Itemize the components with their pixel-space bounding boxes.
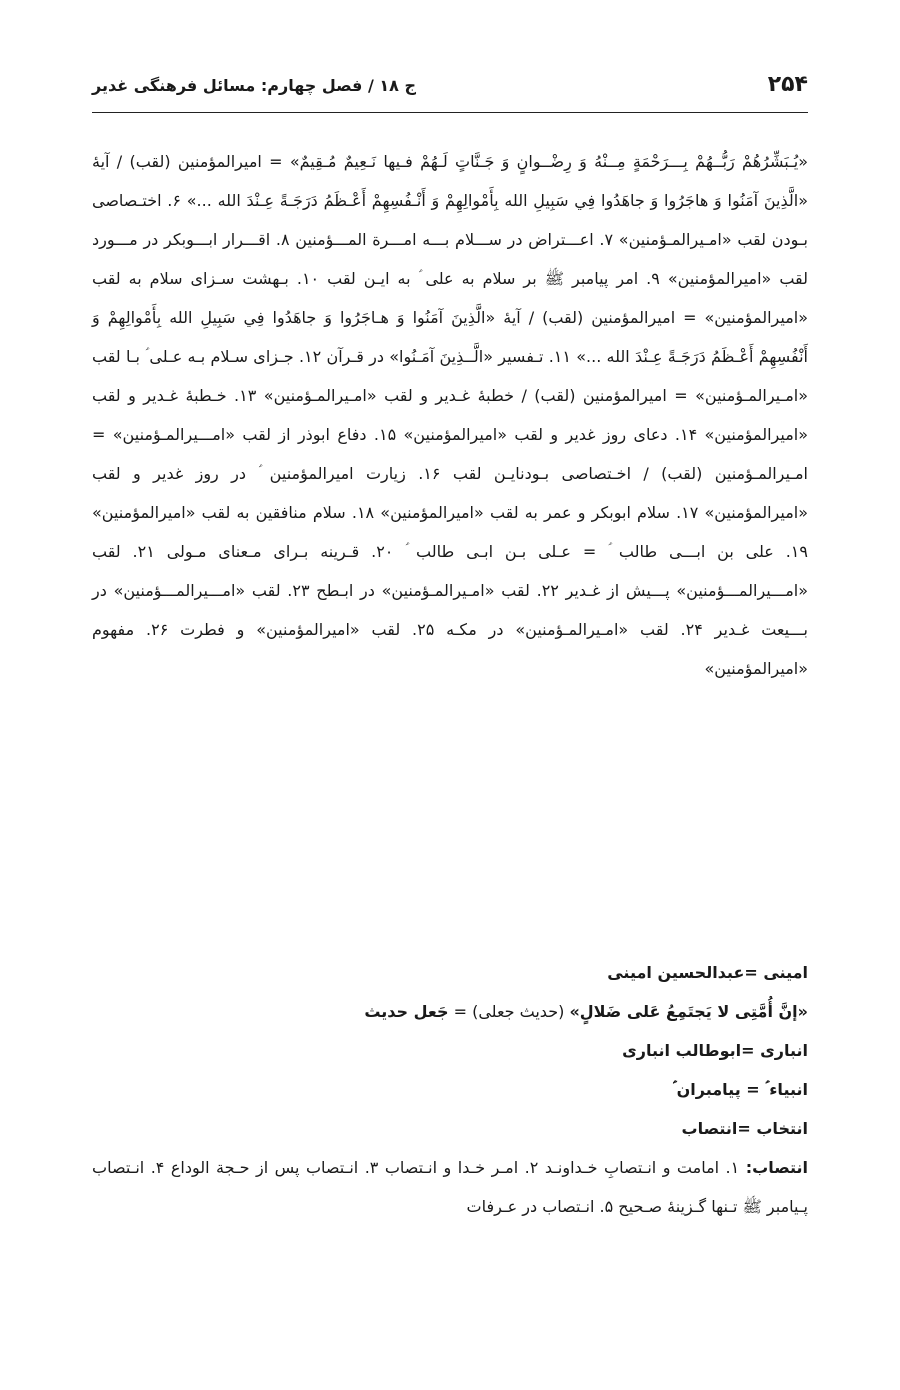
entry-intikhab-text: انتخاب =انتصاب (681, 1119, 808, 1138)
entry-intisab-text: ۱. امامت و انـتصابِ خـداونـد ۲. امـر خـدا و انـتصاب ۳. انـتصاب پس از حـجة الوداع ۴. انـتصاب پـيامبر ﷺ تـنها گـزينۀ صـحيح ۵. انـتصاب در عـرفات (92, 1158, 808, 1216)
entry-anbiya (92, 1070, 808, 1109)
entry-hadith-quote: «إنَّ أُمَّتِی لا يَجتَمِعُ عَلی ضَلالٍ» (569, 1002, 808, 1021)
entry-amini (92, 953, 808, 992)
entry-intisab-head: انتصاب: (745, 1158, 809, 1177)
entry-anbiya-text: انبياء ؑ = پيامبران ؑ (672, 1080, 808, 1099)
page-header (92, 66, 808, 113)
entry-anbari-text: انباری =ابوطالب انباری (622, 1041, 808, 1060)
entry-intikhab (92, 1109, 808, 1148)
index-paragraph: «يُـبَشِّرُهُمْ رَبُّــهُمْ بِـــرَحْمَةٍ مِــنْهُ وَ رِضْــوانٍ وَ جَـنَّاتٍ لَـهُمْ فـيها نَـعِيمٌ مُـقِيمٌ» = اميرالمؤمنين (لقب) / آيۀ «الَّذِينَ آمَنُوا وَ هاجَرُوا وَ جاهَدُوا فِي سَبِيلِ الله بِأَمْوالِهِمْ وَ أَنْـفُسِهِمْ أَعْـظَمُ دَرَجَـةً عِـنْدَ الله ...» ۶. اختـصاصی بـودن لقب «امـيرالمـؤمنين» ۷. اعـــتراض در ســـلام بـــه امـــرة المـــؤمنين ۸. اقـــرار ابـــوبكر در مـــورد لقب «اميرالمؤمنين» ۹. امر پيامبر ﷺ بر سلام به علی ؑ به ايـن لقب ۱۰. بـهشت سـزای سلام به لقب «اميرالمؤمنين» = اميرالمؤمنين (لقب) / آيۀ «الَّذِينَ آمَنُوا وَ هـاجَرُوا وَ جاهَدُوا فِي سَبِيلِ الله بِأَمْوالِهِمْ وَ أَنْفُسِهِمْ أَعْـظَمُ دَرَجَـةً عِـنْدَ الله ...» ۱۱. تـفسير «الَّــذِينَ آمَـنُوا» در قـرآن ۱۲. جـزای سـلام بـه عـلی ؑ بـا لقب «امـيرالمـؤمنين» = اميرالمؤمنين (لقب) / خطبۀ غـدير و لقب «امـيرالمـؤمنين» ۱۳. خـطبۀ غـدير و لقب «اميرالمؤمنين» ۱۴. دعای روز غدير و لقب «اميرالمؤمنين» ۱۵. دفاع ابوذر از لقب «امـــيرالمـؤمنين» = امـيرالمـؤمنين (لقب) / اخـتصاصی بـودنايـن لقب ۱۶. زيارت اميرالمؤمنين ؑ در روز غدير و لقب «اميرالمؤمنين» ۱۷. سلام ابوبكر و عمر به لقب «اميرالمؤمنين» ۱۸. سلام منافقين به لقب «اميرالمؤمنين» ۱۹. علی بن ابـــی طالب ؑ = عـلی بـن ابـی طالب ؑ ۲۰. قـرينه بـرای مـعنای مـولی ۲۱. لقب «امـــيرالمـــؤمنين» پـــيش از غـدير ۲۲. لقب «امـيرالمـؤمنين» در ابـطح ۲۳. لقب «امـــيرالمـــؤمنين» در بـــيعت غـدير ۲۴. لقب «امـيرالمـؤمنين» در مكـه ۲۵. لقب «اميرالمؤمنين» و فطرت ۲۶. مفهوم «اميرالمؤمنين» (92, 152, 809, 678)
entry-amini-text: امينی =عبدالحسين امينی (607, 963, 808, 982)
entry-hadith (92, 992, 808, 1031)
running-title: ج ۱۸ / فصل چهارم: مسائل فرهنگی غدیر (92, 76, 417, 95)
entry-hadith-rest: (حديث جعلی) = (453, 1002, 565, 1021)
entry-intisab (92, 1148, 808, 1226)
entry-hadith-ref: جَعل حديث (364, 1002, 449, 1021)
entry-anbari (92, 1031, 808, 1070)
page-number: ۲۵۴ (767, 72, 808, 97)
index-entries (92, 953, 808, 1226)
